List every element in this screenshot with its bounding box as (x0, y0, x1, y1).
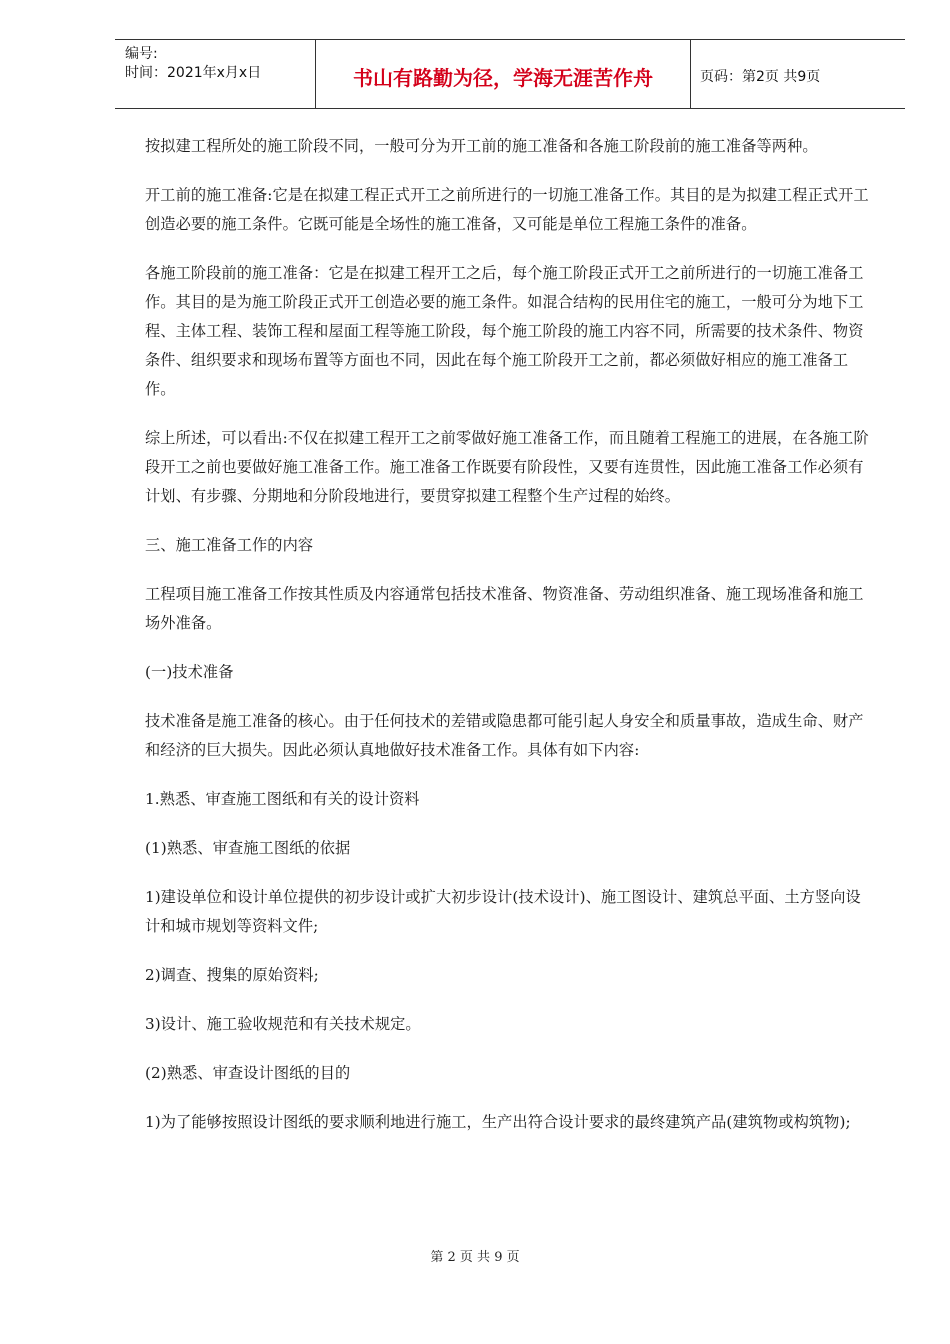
paragraph: 开工前的施工准备:它是在拟建工程正式开工之前所进行的一切施工准备工作。其目的是为拟建工程正式开工创造必要的施工条件。它既可能是全场性的施工准备，又可能是单位工程施工条件的准备。 (145, 186, 869, 233)
header-page-cell (690, 40, 905, 108)
paragraph: 工程项目施工准备工作按其性质及内容通常包括技术准备、物资准备、劳动组织准备、施工现场准备和施工场外准备。 (145, 585, 864, 632)
motto-text: 书山有路勤为径，学海无涯苦作舟 (353, 66, 653, 90)
list-heading: 1.熟悉、审查施工图纸和有关的设计资料 (145, 790, 420, 808)
paragraph: 各施工阶段前的施工准备：它是在拟建工程开工之后，每个施工阶段正式开工之前所进行的一切施工准备工作。其目的是为施工阶段正式开工创造必要的施工条件。如混合结构的民用住宅的施工，一般可分为地下工程、主体工程、装饰工程和屋面工程等施工阶段，每个施工阶段的施工内容不同，所需要的技术条件、物资条件、组织要求和现场布置等方面也不同，因此在每个施工阶段开工之前，都必须做好相应的施工准备工作。 (145, 264, 864, 398)
header-motto-cell (315, 40, 691, 108)
list-item: 1)建设单位和设计单位提供的初步设计或扩大初步设计(技术设计)、施工图设计、建筑总平面、土方竖向设计和城市规划等资料文件; (145, 888, 861, 935)
page-info: 页码：第2页 共9页 (700, 69, 821, 85)
subsection-heading: (一)技术准备 (145, 663, 234, 681)
list-heading: (1)熟悉、审查施工图纸的依据 (145, 839, 351, 857)
header-meta-cell (115, 40, 315, 108)
date-label: 时间：2021年x月x日 (125, 65, 262, 81)
list-item: 3)设计、施工验收规范和有关技术规定。 (145, 1015, 421, 1033)
list-item: 2)调查、搜集的原始资料; (145, 966, 319, 984)
list-heading: (2)熟悉、审查设计图纸的目的 (145, 1064, 351, 1082)
section-heading: 三、施工准备工作的内容 (145, 536, 314, 554)
paragraph: 按拟建工程所处的施工阶段不同，一般可分为开工前的施工准备和各施工阶段前的施工准备等两种。 (145, 137, 818, 155)
list-item: 1)为了能够按照设计图纸的要求顺利地进行施工，生产出符合设计要求的最终建筑产品(建筑物或构筑物); (145, 1113, 851, 1131)
document-body (145, 132, 875, 1157)
page-header (115, 39, 905, 109)
serial-number-label: 编号: (125, 46, 158, 62)
paragraph: 综上所述，可以看出:不仅在拟建工程开工之前零做好施工准备工作，而且随着工程施工的进展，在各施工阶段开工之前也要做好施工准备工作。施工准备工作既要有阶段性，又要有连贯性，因此施工准备工作必须有计划、有步骤、分期地和分阶段地进行，要贯穿拟建工程整个生产过程的始终。 (145, 429, 869, 505)
page-footer: 第 2 页 共 9 页 (430, 1250, 520, 1265)
paragraph: 技术准备是施工准备的核心。由于任何技术的差错或隐患都可能引起人身安全和质量事故，造成生命、财产和经济的巨大损失。因此必须认真地做好技术准备工作。具体有如下内容: (145, 712, 864, 759)
